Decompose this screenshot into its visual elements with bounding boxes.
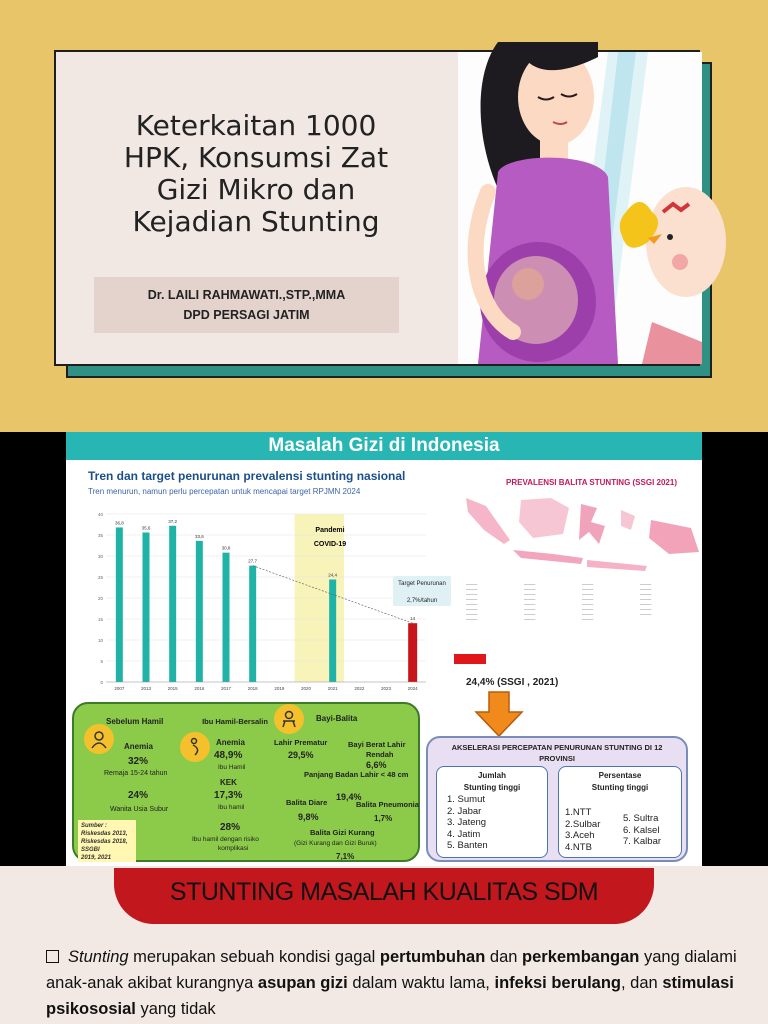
author-box [94, 277, 399, 333]
kek-value: 17,3% [214, 790, 243, 801]
banner [114, 868, 654, 924]
list-item: 5. Sultra [623, 813, 659, 824]
ibu-hamil-label: Ibu Hamil [218, 764, 246, 771]
y-tick-label: 30 [97, 554, 103, 559]
slide-title [56, 110, 456, 238]
x-tick-label: 2013 [140, 686, 152, 691]
x-tick-label: 2023 [380, 686, 392, 691]
stunting-bar-chart [90, 504, 446, 694]
pregnant-mother-illustration-icon [458, 52, 702, 364]
list-item: 1. Sumut [447, 794, 486, 805]
title-line-2: HPK, Konsumsi Zat [123, 141, 389, 174]
nutrition-problem-slide [0, 432, 768, 866]
persen-list-left [565, 807, 600, 853]
woman-icon [84, 724, 114, 754]
ibu-anemia-value: 48,9% [214, 750, 243, 761]
title-card [54, 50, 700, 366]
bblr-label-2: Rendah [366, 750, 394, 759]
list-item: 3. Jateng [447, 817, 487, 828]
author-organization: DPD PERSAGI JATIM [183, 308, 310, 322]
target-label-1: Target Penurunan [398, 581, 446, 587]
title-slide [0, 0, 768, 432]
baby-icon [274, 704, 304, 734]
y-tick-label: 25 [97, 575, 103, 580]
map-title: PREVALENSI BALITA STUNTING (SSGI 2021) [506, 478, 677, 487]
y-tick-label: 35 [97, 533, 103, 538]
bar-value-label: 37,2 [168, 518, 178, 524]
paragraph-fragment: Stunting [68, 948, 129, 966]
wus-value: 24% [128, 790, 149, 801]
indonesia-map-icon [461, 490, 701, 585]
banner-text: STUNTING MASALAH KUALITAS SDM [169, 878, 599, 906]
persentase-stunting-box: Persentase Stunting tinggi 1.NTT 2.Sulbar 3.Aceh 4.NTB 5. Sultra 6. Kalsel 7. Kalbar [558, 766, 682, 858]
paragraph-fragment: dalam waktu lama, [347, 974, 495, 992]
list-item: 5. Banten [447, 840, 488, 851]
x-tick-label: 2019 [274, 686, 285, 691]
list-item: 6. Kalsel [623, 824, 660, 836]
pb-value: 19,4% [336, 792, 362, 802]
kek-sublabel: Ibu hamil [218, 804, 245, 811]
paragraph-fragment: pertumbuhan [379, 948, 486, 966]
acceleration-box [426, 736, 688, 862]
author-name: Dr. LAILI RAHMAWATI.,STP.,MMA [147, 288, 346, 302]
y-tick-label: 20 [97, 596, 103, 601]
paragraph-fragment: , dan [621, 974, 663, 992]
chart-bar [143, 532, 150, 682]
bar-value-label: 33,6 [194, 533, 204, 539]
title-line-1: Keterkaitan 1000 [135, 109, 377, 142]
remaja-label: Remaja 15-24 tahun [104, 770, 168, 777]
slide2-content [66, 432, 702, 866]
list-item: 2. Jabar [447, 805, 482, 817]
jumlah-stunting-box: Jumlah Stunting tinggi 1. Sumut 2. Jabar 3. Jateng 4. Jatim 5. Banten [436, 766, 548, 858]
y-tick-label: 5 [100, 659, 103, 664]
x-tick-label: 2018 [247, 686, 258, 691]
slide2-header: Masalah Gizi di Indonesia [66, 432, 702, 460]
bblr-label-1: Bayi Berat Lahir [348, 740, 406, 749]
ibu-hamil-title: Ibu Hamil-Bersalin [202, 717, 268, 726]
list-item: 4. Jatim [447, 828, 481, 840]
pneumonia-value: 1,7% [374, 814, 393, 823]
sebelum-hamil-title: Sebelum Hamil [106, 717, 164, 726]
stunting-definition-slide [0, 866, 768, 1024]
jumlah-list [437, 794, 547, 852]
risk-label-2: komplikasi [218, 845, 249, 852]
y-tick-label: 0 [100, 680, 103, 685]
y-tick-label: 15 [97, 617, 103, 622]
pregnant-woman-icon [180, 732, 210, 762]
persen-list-right [623, 813, 661, 848]
x-tick-label: 2016 [194, 686, 205, 691]
definition-paragraph [46, 944, 746, 1022]
bayi-balita-title: Bayi-Balita [316, 714, 358, 723]
bar-value-label: 24,4 [328, 572, 338, 578]
paragraph-fragment: yang dialami anak-anak akibat kurangnya [46, 948, 737, 992]
bar-value-label: 27,7 [248, 558, 258, 564]
y-tick-label: 40 [97, 512, 103, 517]
ssgi-indicator-bar [454, 654, 486, 664]
mother-baby-illustration [458, 52, 702, 364]
province-stats-table: ──── ──── ──── ──── ──── ──── ──── ──── ──── ──── ──── ──── ──── ──── ──── ──── ──── ──── ──── ──── ──── ──── ──── ──── ──── ──── ──── ──── ──── ──── ──── [466, 582, 652, 622]
pb-label: Panjang Badan Lahir < 48 cm [304, 770, 409, 779]
gizi-kurang-sublabel: (Gizi Kurang dan Gizi Buruk) [294, 840, 377, 847]
x-tick-label: 2015 [167, 686, 178, 691]
diare-label: Balita Diare [286, 798, 328, 807]
anemia-value: 32% [128, 756, 149, 767]
x-tick-label: 2021 [327, 686, 338, 691]
y-tick-label: 10 [97, 638, 103, 643]
bar-value-label: 30,8 [221, 545, 231, 551]
chart-title: Tren dan target penurunan prevalensi stunting nasional [88, 469, 406, 483]
chart-bar [196, 541, 203, 682]
paragraph-fragment: yang tidak [135, 1000, 216, 1018]
bblr-value: 6,6% [366, 760, 387, 770]
list-item: 7. Kalbar [623, 836, 662, 847]
down-arrow-icon [474, 692, 524, 738]
pneumonia-label: Balita Pneumonia [356, 800, 419, 809]
x-tick-label: 2007 [114, 686, 125, 691]
list-item: 2.Sulbar [565, 818, 601, 830]
title-line-4: Kejadian Stunting [132, 205, 380, 238]
pandemic-label-2: COVID-19 [313, 541, 347, 548]
bar-value-label: 36,8 [114, 520, 124, 526]
wus-label: Wanita Usia Subur [110, 806, 169, 813]
chart-bar [249, 566, 256, 682]
paragraph-fragment: stimulasi psikososial [46, 974, 734, 1018]
ssgi-value: 24,4% (SSGI , 2021) [466, 677, 559, 688]
paragraph-fragment: infeksi berulang [494, 974, 622, 992]
chart-subtitle: Tren menurun, namun perlu percepatan untuk mencapai target RPJMN 2024 [88, 487, 361, 496]
target-bar [408, 623, 417, 682]
x-tick-label: 2022 [354, 686, 365, 691]
bar-value-label: 35,6 [141, 525, 151, 531]
title-line-3: Gizi Mikro dan [156, 173, 356, 206]
x-tick-label: 2020 [300, 686, 312, 691]
x-tick-label: 2024 [407, 686, 418, 691]
chart-bar [169, 526, 176, 682]
gizi-kurang-value: 7,1% [336, 852, 355, 861]
paragraph-fragment: merupakan sebuah kondisi gagal [128, 948, 380, 966]
risk-label-1: Ibu hamil dengan risiko [192, 836, 259, 843]
paragraph-fragment: perkembangan [522, 948, 640, 966]
kek-label: KEK [220, 778, 237, 787]
gizi-kurang-label: Balita Gizi Kurang [310, 828, 375, 837]
anemia-label: Anemia [124, 742, 153, 751]
list-item: 4.NTB [565, 841, 592, 853]
chart-bar [329, 580, 336, 682]
lahir-prematur-label: Lahir Prematur [274, 738, 328, 747]
diare-value: 9,8% [298, 812, 319, 822]
ibu-anemia-label: Anemia [216, 738, 245, 747]
prematur-value: 29,5% [288, 750, 314, 760]
list-item: 3.Aceh [565, 830, 595, 841]
bar-value-label: 14 [410, 616, 416, 622]
chart-bar [116, 527, 123, 682]
chart-bar [223, 553, 230, 682]
source-note: Sumber : Riskesdas 2013, Riskesdas 2018, SSGBI 2019, 2021 [78, 820, 136, 862]
pandemic-label-1: Pandemi [315, 527, 345, 534]
paragraph-fragment: dan [485, 948, 523, 966]
list-item: 1.NTT [565, 807, 592, 818]
target-label-2: 2,7%/tahun [406, 598, 438, 604]
x-tick-label: 2017 [220, 686, 232, 691]
risk-value: 28% [220, 822, 241, 833]
acceleration-title: AKSELERASI PERCEPATAN PENURUNAN STUNTING DI 12 PROVINSI [451, 743, 663, 763]
paragraph-fragment: asupan gizi [257, 974, 348, 992]
